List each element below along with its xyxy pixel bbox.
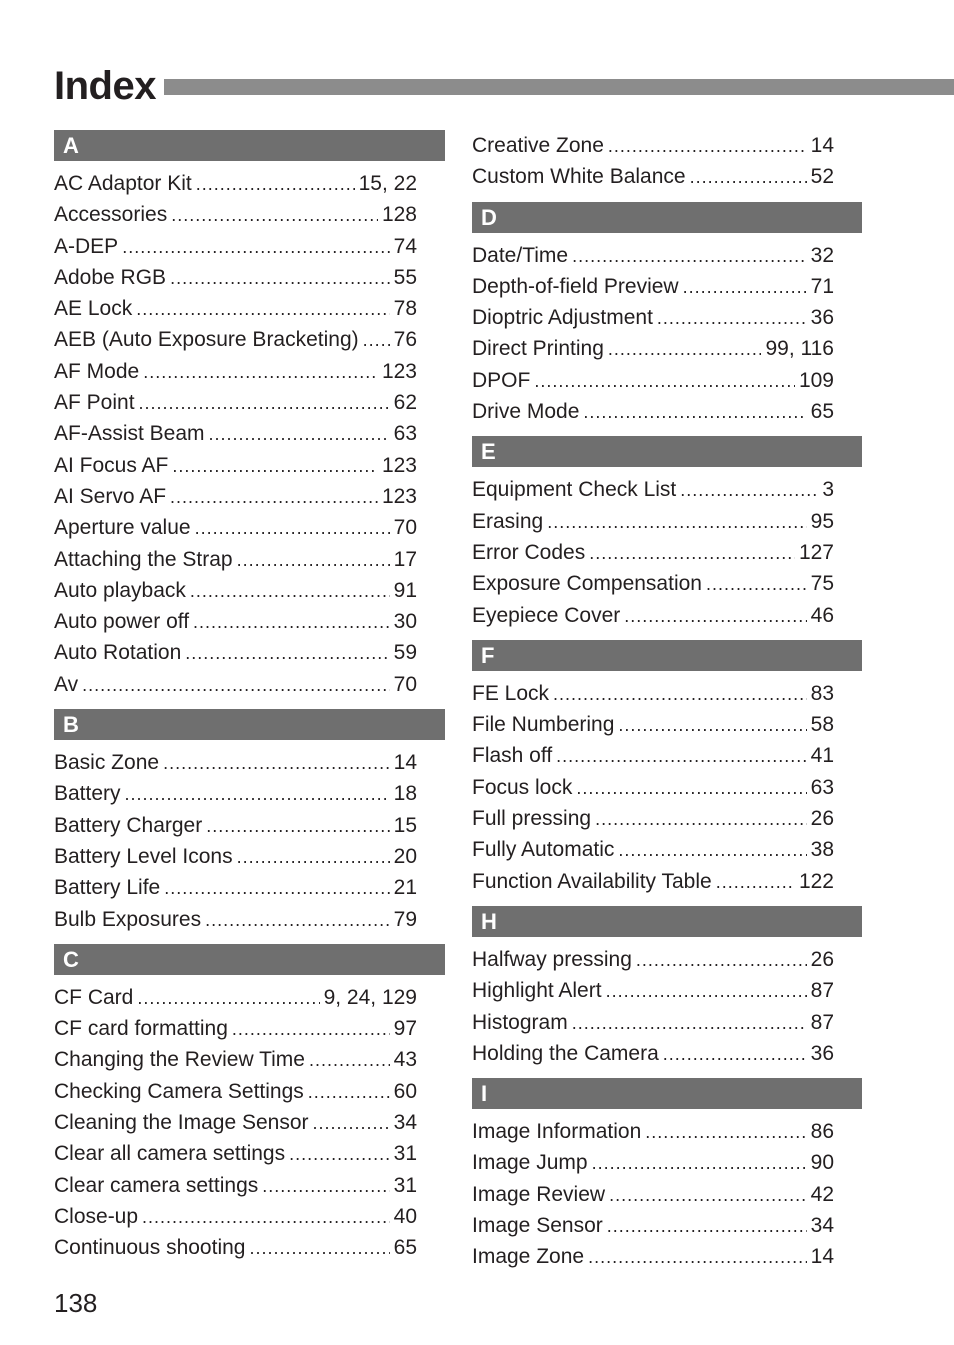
index-section-f — [472, 640, 862, 897]
dot-leader — [363, 325, 390, 356]
index-column-right — [472, 130, 862, 1282]
index-page-ref: 38 — [810, 838, 834, 862]
index-page-ref: 3 — [822, 478, 834, 502]
index-section-c — [54, 944, 445, 1264]
dot-leader — [534, 366, 795, 397]
index-page-ref: 87 — [810, 1010, 834, 1034]
dot-leader — [237, 842, 390, 873]
dot-leader — [82, 670, 390, 701]
index-section-d — [472, 202, 862, 428]
dot-leader — [595, 804, 807, 835]
index-entry — [472, 1147, 862, 1178]
index-entry — [54, 324, 445, 355]
index-entry — [472, 537, 862, 568]
index-term: Battery Level Icons — [54, 844, 233, 868]
index-page-ref: 14 — [810, 1245, 834, 1269]
index-page-ref: 15, 22 — [358, 172, 417, 195]
index-term: Image Jump — [472, 1151, 588, 1175]
index-entry — [54, 1232, 445, 1263]
page-number: 138 — [54, 1288, 98, 1318]
dot-leader — [606, 976, 807, 1007]
index-page-ref: 79 — [393, 907, 417, 931]
dot-leader — [608, 131, 807, 162]
index-page-ref: 70 — [393, 672, 417, 696]
index-term: Checking Camera Settings — [54, 1079, 304, 1103]
section-letter-header: F — [472, 640, 862, 671]
index-term: Custom White Balance — [472, 165, 686, 189]
index-term: Aperture value — [54, 516, 191, 540]
index-term: Depth-of-field Preview — [472, 274, 679, 298]
dot-leader — [608, 334, 762, 365]
index-term: CF Card — [54, 985, 134, 1009]
index-term: Drive Mode — [472, 400, 580, 424]
index-page-ref: 26 — [810, 807, 834, 831]
index-entry — [54, 669, 445, 700]
index-entry — [472, 568, 862, 599]
index-term: AI Servo AF — [54, 484, 167, 508]
dot-leader — [636, 945, 807, 976]
index-entry — [54, 1138, 445, 1169]
index-page-ref: 34 — [810, 1214, 834, 1238]
index-term: Highlight Alert — [472, 979, 602, 1003]
dot-leader — [143, 357, 378, 388]
index-column-left — [54, 130, 445, 1273]
index-section-b — [54, 709, 445, 935]
index-entry — [54, 1107, 445, 1138]
index-page-ref: 123 — [381, 453, 417, 477]
index-entry — [54, 1044, 445, 1075]
dot-leader — [624, 601, 806, 632]
index-entry — [54, 293, 445, 324]
dot-leader — [125, 779, 390, 810]
index-term: AF Point — [54, 391, 135, 415]
index-page-ref: 46 — [810, 603, 834, 627]
index-entry — [472, 740, 862, 771]
page-title: Index — [54, 64, 156, 108]
dot-leader — [206, 811, 389, 842]
index-term: Eyepiece Cover — [472, 603, 621, 627]
index-entry — [54, 418, 445, 449]
index-page-ref: 75 — [810, 572, 834, 596]
index-term: CF card formatting — [54, 1017, 228, 1041]
index-entry — [472, 240, 862, 271]
index-page-ref: 78 — [393, 297, 417, 321]
dot-leader — [195, 513, 390, 544]
index-page-ref: 30 — [393, 610, 417, 634]
index-entry — [54, 872, 445, 903]
section-letter-header: B — [54, 709, 445, 740]
dot-leader — [572, 1008, 807, 1039]
index-page-ref: 58 — [810, 713, 834, 737]
index-page-ref: 70 — [393, 516, 417, 540]
index-term: Auto power off — [54, 610, 190, 634]
index-page-ref: 60 — [393, 1079, 417, 1103]
index-page-ref: 74 — [393, 234, 417, 258]
dot-leader — [262, 1171, 389, 1202]
dot-leader — [209, 419, 390, 450]
index-term: AI Focus AF — [54, 453, 169, 477]
dot-leader — [618, 710, 806, 741]
dot-leader — [163, 748, 390, 779]
index-term: Error Codes — [472, 540, 586, 564]
index-entry — [472, 365, 862, 396]
dot-leader — [657, 303, 807, 334]
index-page-ref: 41 — [810, 744, 834, 768]
index-term: Cleaning the Image Sensor — [54, 1111, 309, 1135]
index-page-ref: 90 — [810, 1151, 834, 1175]
index-term: Continuous shooting — [54, 1236, 246, 1260]
dot-leader — [172, 451, 378, 482]
dot-leader — [249, 1233, 389, 1264]
dot-leader — [170, 263, 390, 294]
index-page-ref: 122 — [798, 869, 834, 893]
index-term: Battery — [54, 782, 121, 806]
index-entry — [54, 904, 445, 935]
index-term: Image Information — [472, 1120, 642, 1144]
index-entry — [472, 1241, 862, 1272]
index-term: Date/Time — [472, 243, 569, 267]
index-term: Image Zone — [472, 1245, 585, 1269]
index-page-ref: 71 — [810, 274, 834, 298]
index-page-ref: 14 — [393, 751, 417, 775]
dot-leader — [313, 1108, 390, 1139]
dot-leader — [683, 272, 807, 303]
index-term: Changing the Review Time — [54, 1048, 305, 1072]
index-section-e — [472, 436, 862, 630]
index-term: Attaching the Strap — [54, 547, 233, 571]
index-term: Fully Automatic — [472, 838, 615, 862]
index-page-ref: 62 — [393, 391, 417, 415]
index-section-continued — [472, 130, 862, 193]
index-entry — [54, 450, 445, 481]
index-term: Battery Charger — [54, 813, 203, 837]
index-page-ref: 36 — [810, 1041, 834, 1065]
page-header — [54, 62, 954, 110]
dot-leader — [572, 241, 807, 272]
dot-leader — [716, 867, 795, 898]
index-entry — [472, 1210, 862, 1241]
index-entry — [472, 1179, 862, 1210]
dot-leader — [309, 1045, 390, 1076]
index-term: Auto Rotation — [54, 641, 182, 665]
index-term: Dioptric Adjustment — [472, 306, 653, 330]
index-page-ref: 18 — [393, 782, 417, 806]
index-page-ref: 20 — [393, 844, 417, 868]
index-term: DPOF — [472, 368, 531, 392]
index-entry — [54, 982, 445, 1013]
section-letter-header: I — [472, 1078, 862, 1109]
index-term: AF-Assist Beam — [54, 422, 205, 446]
index-entry — [472, 1116, 862, 1147]
index-entry — [54, 1201, 445, 1232]
index-term: Auto playback — [54, 578, 186, 602]
index-page-ref: 55 — [393, 265, 417, 289]
dot-leader — [308, 1077, 390, 1108]
index-page-ref: 17 — [393, 547, 417, 571]
dot-leader — [589, 538, 795, 569]
index-section-h — [472, 906, 862, 1069]
index-page-ref: 36 — [810, 306, 834, 330]
index-entry — [472, 333, 862, 364]
index-entry — [54, 199, 445, 230]
index-page-ref: 32 — [810, 243, 834, 267]
index-page-ref: 34 — [393, 1111, 417, 1135]
index-term: File Numbering — [472, 713, 615, 737]
dot-leader — [196, 169, 355, 200]
index-page-ref: 63 — [393, 422, 417, 446]
dot-leader — [690, 162, 807, 193]
index-entry — [472, 600, 862, 631]
index-page-ref: 21 — [393, 876, 417, 900]
index-entry — [54, 1076, 445, 1107]
index-term: Holding the Camera — [472, 1041, 659, 1065]
dot-leader — [164, 873, 389, 904]
section-letter-header: D — [472, 202, 862, 233]
index-section-i — [472, 1078, 862, 1272]
index-page-ref: 31 — [393, 1173, 417, 1197]
index-page-ref: 42 — [810, 1182, 834, 1206]
section-letter-header: A — [54, 130, 445, 161]
index-entry — [472, 975, 862, 1006]
index-entry — [472, 803, 862, 834]
index-entry — [54, 778, 445, 809]
index-term: AF Mode — [54, 359, 140, 383]
index-page-ref: 76 — [393, 328, 417, 352]
index-term: AEB (Auto Exposure Bracketing) — [54, 328, 359, 352]
dot-leader — [137, 983, 319, 1014]
dot-leader — [289, 1139, 390, 1170]
index-term: Flash off — [472, 744, 553, 768]
index-page-ref: 15 — [393, 813, 417, 837]
index-entry — [472, 161, 862, 192]
index-page-ref: 87 — [810, 979, 834, 1003]
index-term: Av — [54, 672, 79, 696]
dot-leader — [122, 232, 389, 263]
index-term: Basic Zone — [54, 751, 160, 775]
index-term: AE Lock — [54, 297, 133, 321]
dot-leader — [190, 576, 390, 607]
index-page-ref: 9, 24, 129 — [323, 985, 417, 1009]
index-page-ref: 99, 116 — [765, 337, 834, 361]
index-term: Focus lock — [472, 775, 573, 799]
index-entry — [54, 231, 445, 262]
dot-leader — [237, 545, 390, 576]
index-entry — [54, 1170, 445, 1201]
index-entry — [54, 544, 445, 575]
index-page-ref: 95 — [810, 509, 834, 533]
index-term: Function Availability Table — [472, 869, 712, 893]
index-entry — [54, 637, 445, 668]
index-entry — [54, 1013, 445, 1044]
index-entry — [54, 747, 445, 778]
index-page-ref: 65 — [810, 400, 834, 424]
index-entry — [472, 866, 862, 897]
index-entry — [54, 810, 445, 841]
index-page-ref: 83 — [810, 681, 834, 705]
section-letter-header: C — [54, 944, 445, 975]
index-entry — [472, 474, 862, 505]
index-term: Bulb Exposures — [54, 907, 202, 931]
index-page-ref: 97 — [393, 1017, 417, 1041]
dot-leader — [171, 200, 378, 231]
index-section-a — [54, 130, 445, 700]
index-page-ref: 59 — [393, 641, 417, 665]
dot-leader — [645, 1117, 806, 1148]
index-term: Equipment Check List — [472, 478, 677, 502]
index-entry — [54, 606, 445, 637]
dot-leader — [576, 773, 806, 804]
index-page-ref: 65 — [393, 1236, 417, 1260]
dot-leader — [170, 482, 378, 513]
dot-leader — [618, 835, 806, 866]
index-page-ref: 26 — [810, 947, 834, 971]
index-term: Histogram — [472, 1010, 568, 1034]
index-page-ref: 86 — [810, 1120, 834, 1144]
dot-leader — [136, 294, 389, 325]
index-entry — [54, 512, 445, 543]
index-page-ref: 31 — [393, 1142, 417, 1166]
index-page-ref: 91 — [393, 578, 417, 602]
dot-leader — [583, 397, 806, 428]
index-entry — [472, 130, 862, 161]
dot-leader — [607, 1211, 807, 1242]
dot-leader — [553, 679, 807, 710]
dot-leader — [193, 607, 390, 638]
index-page-ref: 14 — [810, 134, 834, 157]
section-letter-header: E — [472, 436, 862, 467]
index-term: FE Lock — [472, 681, 550, 705]
index-entry — [54, 481, 445, 512]
index-entry — [472, 1038, 862, 1069]
index-entry — [54, 356, 445, 387]
dot-leader — [609, 1180, 807, 1211]
dot-leader — [592, 1148, 807, 1179]
index-entry — [54, 262, 445, 293]
index-entry — [472, 506, 862, 537]
index-entry — [472, 1007, 862, 1038]
index-term: Clear camera settings — [54, 1173, 259, 1197]
dot-leader — [556, 741, 806, 772]
index-term: Close-up — [54, 1204, 139, 1228]
dot-leader — [185, 638, 389, 669]
index-term: Full pressing — [472, 807, 592, 831]
title-rule — [164, 79, 954, 95]
index-entry — [472, 772, 862, 803]
index-term: Image Sensor — [472, 1214, 603, 1238]
dot-leader — [547, 507, 806, 538]
index-page-ref: 123 — [381, 359, 417, 383]
index-page-ref: 123 — [381, 484, 417, 508]
index-entry — [472, 302, 862, 333]
dot-leader — [205, 905, 390, 936]
dot-leader — [680, 475, 818, 506]
dot-leader — [139, 388, 390, 419]
dot-leader — [706, 569, 807, 600]
index-page-ref: 128 — [381, 203, 417, 227]
index-term: Accessories — [54, 203, 168, 227]
index-entry — [54, 841, 445, 872]
index-entry — [54, 168, 445, 199]
index-entry — [472, 678, 862, 709]
index-term: Halfway pressing — [472, 947, 632, 971]
dot-leader — [142, 1202, 390, 1233]
index-page-ref: 63 — [810, 775, 834, 799]
index-page-ref: 127 — [798, 540, 834, 564]
index-term: A-DEP — [54, 234, 119, 258]
index-term: Clear all camera settings — [54, 1142, 286, 1166]
index-term: Adobe RGB — [54, 265, 167, 289]
index-entry — [472, 396, 862, 427]
index-page-ref: 43 — [393, 1048, 417, 1072]
index-entry — [472, 834, 862, 865]
index-page-ref: 109 — [798, 368, 834, 392]
dot-leader — [663, 1039, 807, 1070]
dot-leader — [588, 1242, 807, 1273]
index-entry — [54, 575, 445, 606]
index-term: Direct Printing — [472, 337, 604, 361]
section-letter-header: H — [472, 906, 862, 937]
index-entry — [472, 709, 862, 740]
index-term: Erasing — [472, 509, 544, 533]
index-page-ref: 52 — [810, 165, 834, 189]
index-entry — [472, 944, 862, 975]
index-page-ref: 40 — [393, 1204, 417, 1228]
index-term: Creative Zone — [472, 134, 604, 157]
index-term: Exposure Compensation — [472, 572, 702, 596]
index-term: Battery Life — [54, 876, 161, 900]
index-entry — [472, 271, 862, 302]
index-term: Image Review — [472, 1182, 606, 1206]
index-entry — [54, 387, 445, 418]
index-term: AC Adaptor Kit — [54, 172, 192, 195]
dot-leader — [232, 1014, 390, 1045]
